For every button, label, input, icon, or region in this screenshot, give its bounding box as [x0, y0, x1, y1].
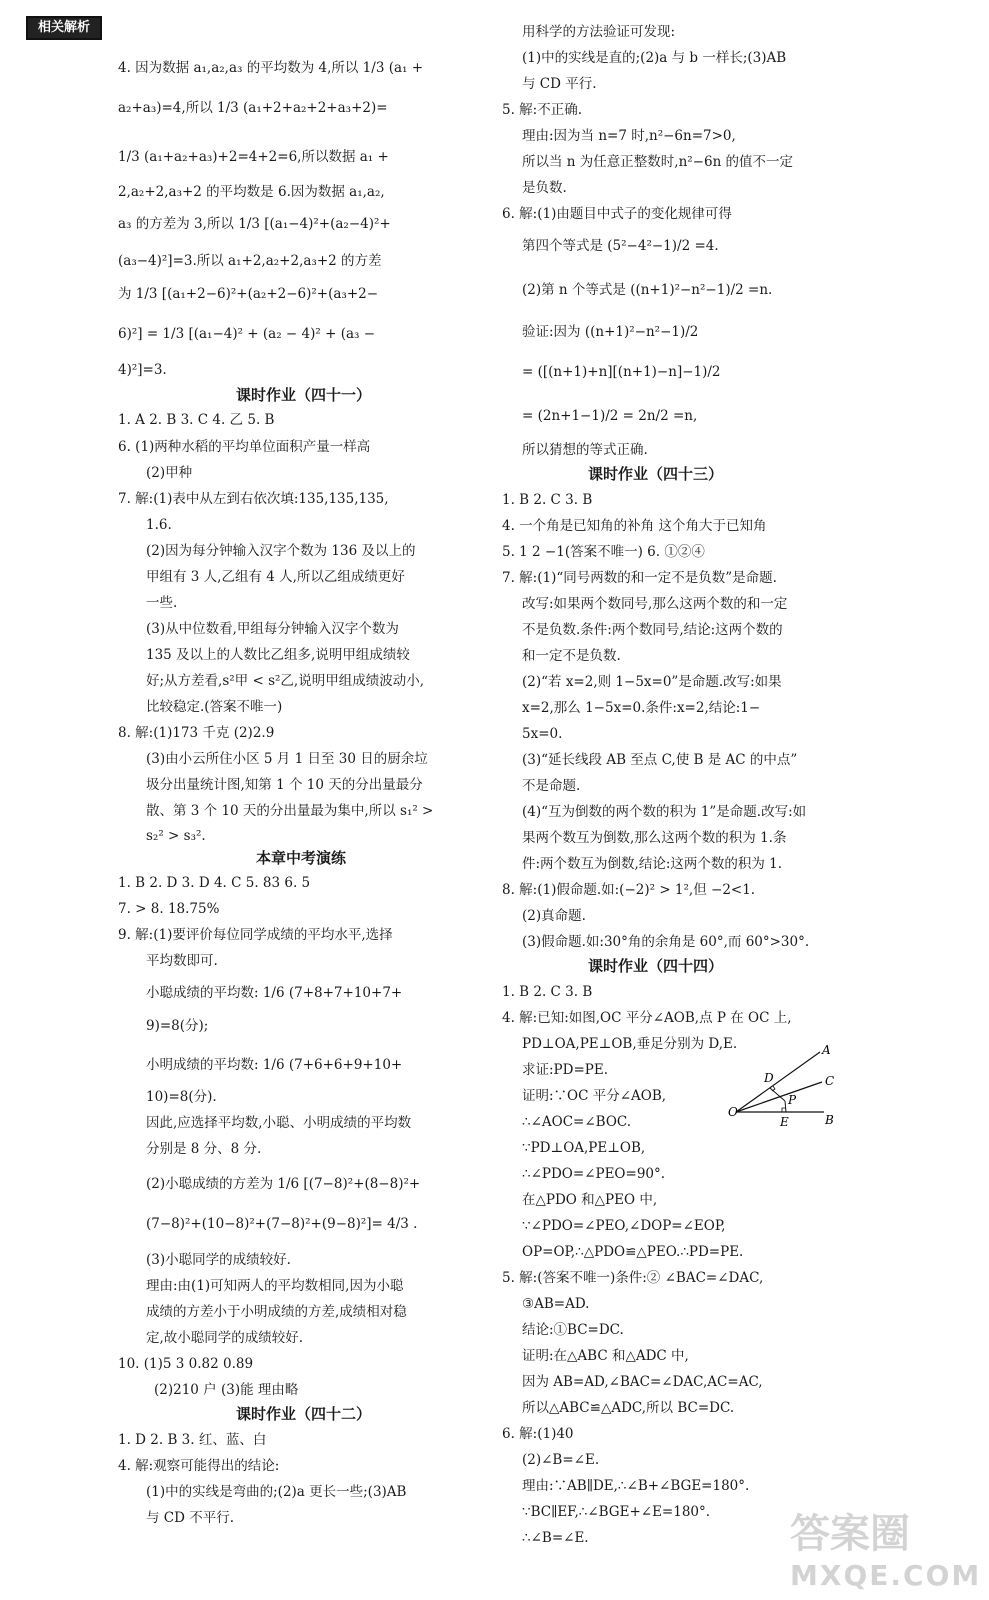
text-line: 5. 1 2 −1(答案不唯一) 6. ①②④ — [502, 544, 705, 560]
text-line: 甲组有 3 人,乙组有 4 人,所以乙组成绩更好 — [146, 569, 405, 585]
text-line: 圾分出量统计图,知第 1 个 10 天的分出量最分 — [146, 777, 423, 793]
text-line: 因此,应选择平均数,小聪、小明成绩的平均数 — [146, 1115, 412, 1131]
text-line: (3)从中位数看,甲组每分钟输入汉字个数为 — [146, 621, 399, 637]
text-line: 1.6. — [146, 517, 172, 533]
text-line: 4. 解:已知:如图,OC 平分∠AOB,点 P 在 OC 上, — [502, 1010, 792, 1026]
text-line: (1)中的实线是直的;(2)a 与 b 一样长;(3)AB — [522, 50, 787, 66]
text-line: 1. B 2. D 3. D 4. C 5. 83 6. 5 — [118, 875, 311, 891]
text-line: 所以猜想的等式正确. — [522, 442, 648, 458]
text-line: 好;从方差看,s²甲 < s²乙,说明甲组成绩波动小, — [146, 673, 424, 689]
text-line: a₃ 的方差为 3,所以 1/3 [(a₁−4)²+(a₂−4)²+ — [118, 216, 391, 232]
text-line: (2)因为每分钟输入汉字个数为 136 及以上的 — [146, 543, 416, 559]
text-line: 散、第 3 个 10 天的分出量最为集中,所以 s₁² > — [146, 803, 434, 819]
text-line: 1. A 2. B 3. C 4. 乙 5. B — [118, 412, 275, 428]
text-line: 理由:∵AB∥DE,∴∠B+∠BGE=180°. — [522, 1478, 750, 1494]
text-line: 5. 解:不正确. — [502, 102, 583, 118]
text-line: 是负数. — [522, 180, 567, 196]
text-line: (2)“若 x=2,则 1−5x=0”是命题.改写:如果 — [522, 674, 782, 690]
text-line: (2)真命题. — [522, 908, 586, 924]
label-d: D — [764, 1071, 774, 1085]
text-line: 所以△ABC≌△ADC,所以 BC=DC. — [522, 1400, 735, 1416]
text-line: PD⊥OA,PE⊥OB,垂足分别为 D,E. — [522, 1036, 738, 1052]
text-line: 6)²] = 1/3 [(a₁−4)² + (a₂ − 4)² + (a₃ − — [118, 326, 376, 342]
text-line: 为 1/3 [(a₁+2−6)²+(a₂+2−6)²+(a₃+2− — [118, 286, 379, 302]
section-tag: 相关解析 — [26, 16, 102, 40]
text-line: 分别是 8 分、8 分. — [146, 1141, 262, 1157]
text-line: 求证:PD=PE. — [522, 1062, 608, 1078]
text-line: (2)∠B=∠E. — [522, 1452, 600, 1468]
label-b: B — [825, 1113, 834, 1127]
text-line: 6. 解:(1)40 — [502, 1426, 574, 1442]
label-c: C — [825, 1074, 835, 1088]
text-line: 证明:∵OC 平分∠AOB, — [522, 1088, 667, 1104]
text-line: ∵PD⊥OA,PE⊥OB, — [522, 1140, 646, 1156]
text-line: ∴∠PDO=∠PEO=90°. — [522, 1166, 666, 1182]
text-line: 4. 因为数据 a₁,a₂,a₃ 的平均数为 4,所以 1/3 (a₁ + — [118, 60, 424, 76]
text-line: (3)由小云所住小区 5 月 1 日至 30 日的厨余垃 — [146, 751, 428, 767]
text-line: 4)²]=3. — [118, 362, 167, 378]
label-a: A — [822, 1044, 831, 1057]
text-line: 10. (1)5 3 0.82 0.89 — [118, 1356, 254, 1372]
text-line: ∴∠B=∠E. — [522, 1530, 589, 1546]
text-line: 9. 解:(1)要评价每位同学成绩的平均水平,选择 — [118, 927, 393, 943]
text-line: 改写:如果两个数同号,那么这两个数的和一定 — [522, 596, 788, 612]
text-line: 1. D 2. B 3. 红、蓝、白 — [118, 1432, 267, 1448]
text-line: 8. 解:(1)173 千克 (2)2.9 — [118, 725, 275, 741]
text-line: = ([(n+1)+n][(n+1)−n]−1)/2 — [522, 364, 721, 380]
text-line: 6. 解:(1)由题目中式子的变化规律可得 — [502, 206, 732, 222]
text-line: 件:两个数互为倒数,结论:这两个数的积为 1. — [522, 856, 783, 872]
text-line: 7. > 8. 18.75% — [118, 901, 220, 917]
text-line: 7. 解:(1)表中从左到右依次填:135,135,135, — [118, 491, 389, 507]
text-line: 与 CD 不平行. — [146, 1510, 235, 1526]
text-line: 1/3 (a₁+a₂+a₃)+2=4+2=6,所以数据 a₁ + — [118, 149, 389, 165]
text-line: 10)=8(分). — [146, 1089, 217, 1105]
text-line: 因为 AB=AD,∠BAC=∠DAC,AC=AC, — [522, 1374, 763, 1390]
text-line: (a₃−4)²]=3.所以 a₁+2,a₂+2,a₃+2 的方差 — [118, 253, 382, 269]
text-line: 2,a₂+2,a₃+2 的平均数是 6.因为数据 a₁,a₂, — [118, 184, 385, 200]
text-line: 果两个数互为倒数,那么这两个数的积为 1.条 — [522, 830, 787, 846]
text-line: 成绩的方差小于小明成绩的方差,成绩相对稳 — [146, 1304, 407, 1320]
text-line: 5. 解:(答案不唯一)条件:② ∠BAC=∠DAC, — [502, 1270, 764, 1286]
text-line: ③AB=AD. — [522, 1296, 590, 1312]
section-heading: 课时作业（四十四） — [588, 957, 724, 975]
text-line: 证明:在△ABC 和△ADC 中, — [522, 1348, 689, 1364]
text-line: 理由:由(1)可知两人的平均数相同,因为小聪 — [146, 1278, 404, 1294]
text-line: 6. (1)两种水稻的平均单位面积产量一样高 — [118, 439, 371, 455]
text-line: ∵∠PDO=∠PEO,∠DOP=∠EOP, — [522, 1218, 726, 1234]
text-line: 小明成绩的平均数: 1/6 (7+6+6+9+10+ — [146, 1057, 403, 1073]
text-line: (3)小聪同学的成绩较好. — [146, 1252, 291, 1268]
text-line: 验证:因为 ((n+1)²−n²−1)/2 — [522, 324, 699, 340]
watermark — [790, 1502, 980, 1597]
section-heading: 课时作业（四十二） — [236, 1405, 372, 1423]
text-line: (4)“互为倒数的两个数的积为 1”是命题.改写:如 — [522, 804, 807, 820]
text-line: 9)=8(分); — [146, 1018, 209, 1034]
text-line: 7. 解:(1)“同号两数的和一定不是负数”是命题. — [502, 570, 777, 586]
text-line: 结论:①BC=DC. — [522, 1322, 624, 1338]
text-line: 1. B 2. C 3. B — [502, 492, 593, 508]
label-e: E — [780, 1115, 789, 1129]
text-line: ∵BC∥EF,∴∠BGE+∠E=180°. — [522, 1504, 711, 1520]
label-o: O — [728, 1105, 738, 1119]
text-line: 与 CD 平行. — [522, 76, 597, 92]
text-line: 8. 解:(1)假命题.如:(−2)² > 1²,但 −2<1. — [502, 882, 756, 898]
text-line: a₂+a₃)=4,所以 1/3 (a₁+2+a₂+2+a₃+2)= — [118, 100, 388, 116]
section-heading: 课时作业（四十三） — [588, 465, 724, 483]
text-line: (2)小聪成绩的方差为 1/6 [(7−8)²+(8−8)²+ — [146, 1176, 421, 1192]
text-line: 4. 解:观察可能得出的结论: — [118, 1458, 280, 1474]
text-line: 用科学的方法验证可发现: — [522, 24, 676, 40]
text-line: s₂² > s₃². — [146, 828, 206, 844]
text-line: ∴∠AOC=∠BOC. — [522, 1114, 632, 1130]
text-line: 一些. — [146, 595, 178, 611]
text-line: 理由:因为当 n=7 时,n²−6n=7>0, — [522, 128, 736, 144]
label-p: P — [788, 1093, 797, 1107]
text-line: (7−8)²+(10−8)²+(7−8)²+(9−8)²]= 4/3 . — [146, 1216, 418, 1232]
watermark-text: 答案圈 — [790, 1511, 910, 1557]
text-line: 小聪成绩的平均数: 1/6 (7+8+7+10+7+ — [146, 985, 403, 1001]
text-line: 5x=0. — [522, 726, 563, 742]
text-line: 不是负数.条件:两个数同号,结论:这两个数的 — [522, 622, 783, 638]
text-line: (2)210 户 (3)能 理由略 — [154, 1382, 299, 1398]
text-line: 1. B 2. C 3. B — [502, 984, 593, 1000]
text-line: 平均数即可. — [146, 953, 218, 969]
text-line: 不是命题. — [522, 778, 581, 794]
text-line: 比较稳定.(答案不唯一) — [146, 699, 283, 715]
text-line: (3)“延长线段 AB 至点 C,使 B 是 AC 的中点” — [522, 752, 798, 768]
text-line: OP=OP,∴△PDO≌△PEO.∴PD=PE. — [522, 1244, 744, 1260]
text-line: 和一定不是负数. — [522, 648, 621, 664]
watermark-url: MXQE.COM — [790, 1559, 982, 1592]
text-line: 4. 一个角是已知角的补角 这个角大于已知角 — [502, 518, 767, 534]
text-line: x=2,那么 1−5x=0.条件:x=2,结论:1− — [522, 700, 761, 716]
section-heading: 课时作业（四十一） — [236, 386, 372, 404]
text-line: (2)甲种 — [146, 465, 193, 481]
text-line: (2)第 n 个等式是 ((n+1)²−n²−1)/2 =n. — [522, 282, 773, 298]
text-line: 在△PDO 和△PEO 中, — [522, 1192, 658, 1208]
text-line: = (2n+1−1)/2 = 2n/2 =n, — [522, 408, 698, 424]
text-line: (3)假命题.如:30°角的余角是 60°,而 60°>30°. — [522, 934, 810, 950]
text-line: 所以当 n 为任意正整数时,n²−6n 的值不一定 — [522, 154, 794, 170]
text-line: 第四个等式是 (5²−4²−1)/2 =4. — [522, 238, 719, 254]
text-line: 定,故小聪同学的成绩较好. — [146, 1330, 304, 1346]
text-line: (1)中的实线是弯曲的;(2)a 更长一些;(3)AB — [146, 1484, 407, 1500]
geometry-diagram — [728, 1044, 858, 1129]
section-heading: 本章中考演练 — [256, 849, 347, 867]
text-line: 135 及以上的人数比乙组多,说明甲组成绩较 — [146, 647, 410, 663]
